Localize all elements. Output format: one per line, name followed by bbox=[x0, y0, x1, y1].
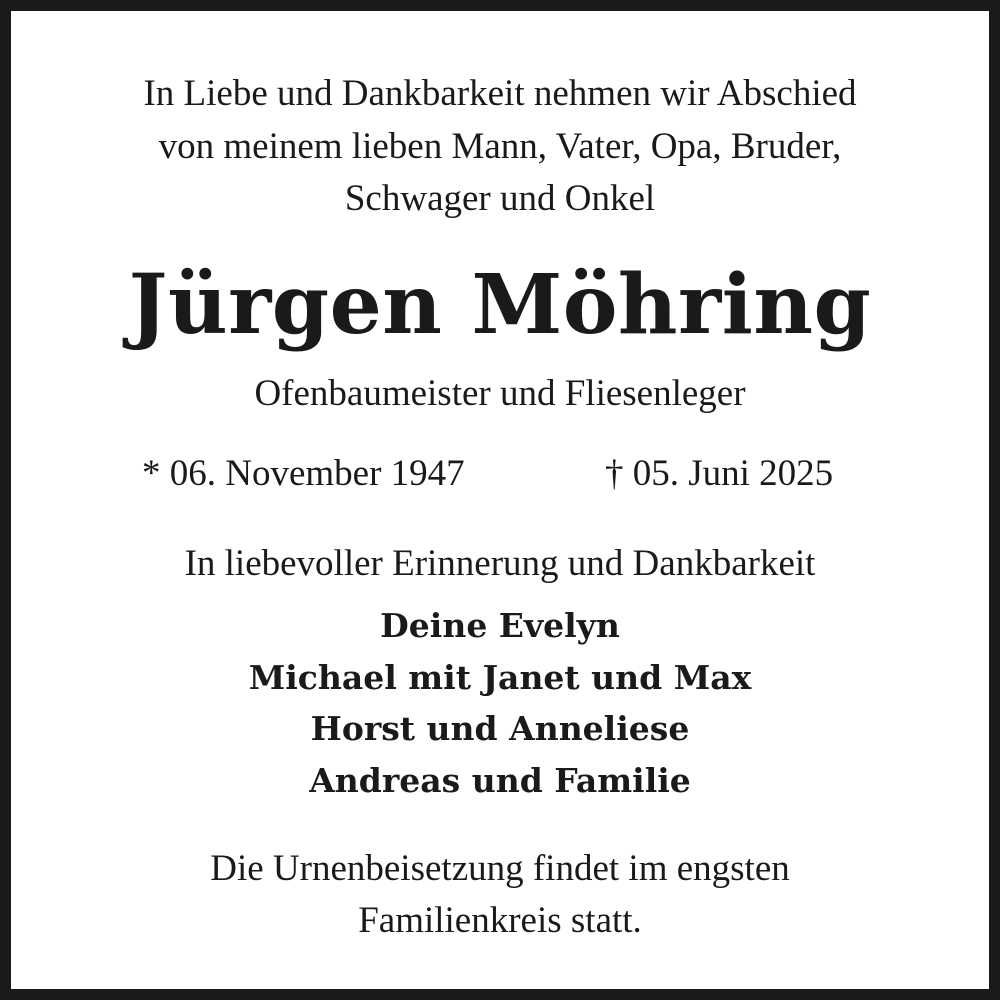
closing-line: Familienkreis statt. bbox=[358, 900, 642, 941]
intro-line: Schwager und Onkel bbox=[344, 178, 656, 219]
intro-line: In Liebe und Dankbarkeit nehmen wir Abschied bbox=[143, 73, 857, 114]
closing-line: Die Urnenbeisetzung findet im engsten bbox=[210, 848, 790, 889]
intro-line: von meinem lieben Mann, Vater, Opa, Bruder, bbox=[158, 126, 842, 167]
deceased-name: Jürgen Möhring bbox=[128, 257, 872, 353]
death-date: † 05. Juni 2025 bbox=[605, 453, 834, 494]
remembrance-line: In liebevoller Erinnerung und Dankbarkeit bbox=[184, 543, 816, 584]
mourner-name: Michael mit Janet und Max bbox=[248, 658, 752, 697]
deceased-profession: Ofenbaumeister und Fliesenleger bbox=[254, 373, 746, 414]
mourner-name: Horst und Anneliese bbox=[310, 709, 690, 748]
mourner-name: Andreas und Familie bbox=[309, 761, 691, 800]
birth-date: * 06. November 1947 bbox=[142, 453, 465, 494]
mourner-name: Deine Evelyn bbox=[380, 606, 620, 645]
